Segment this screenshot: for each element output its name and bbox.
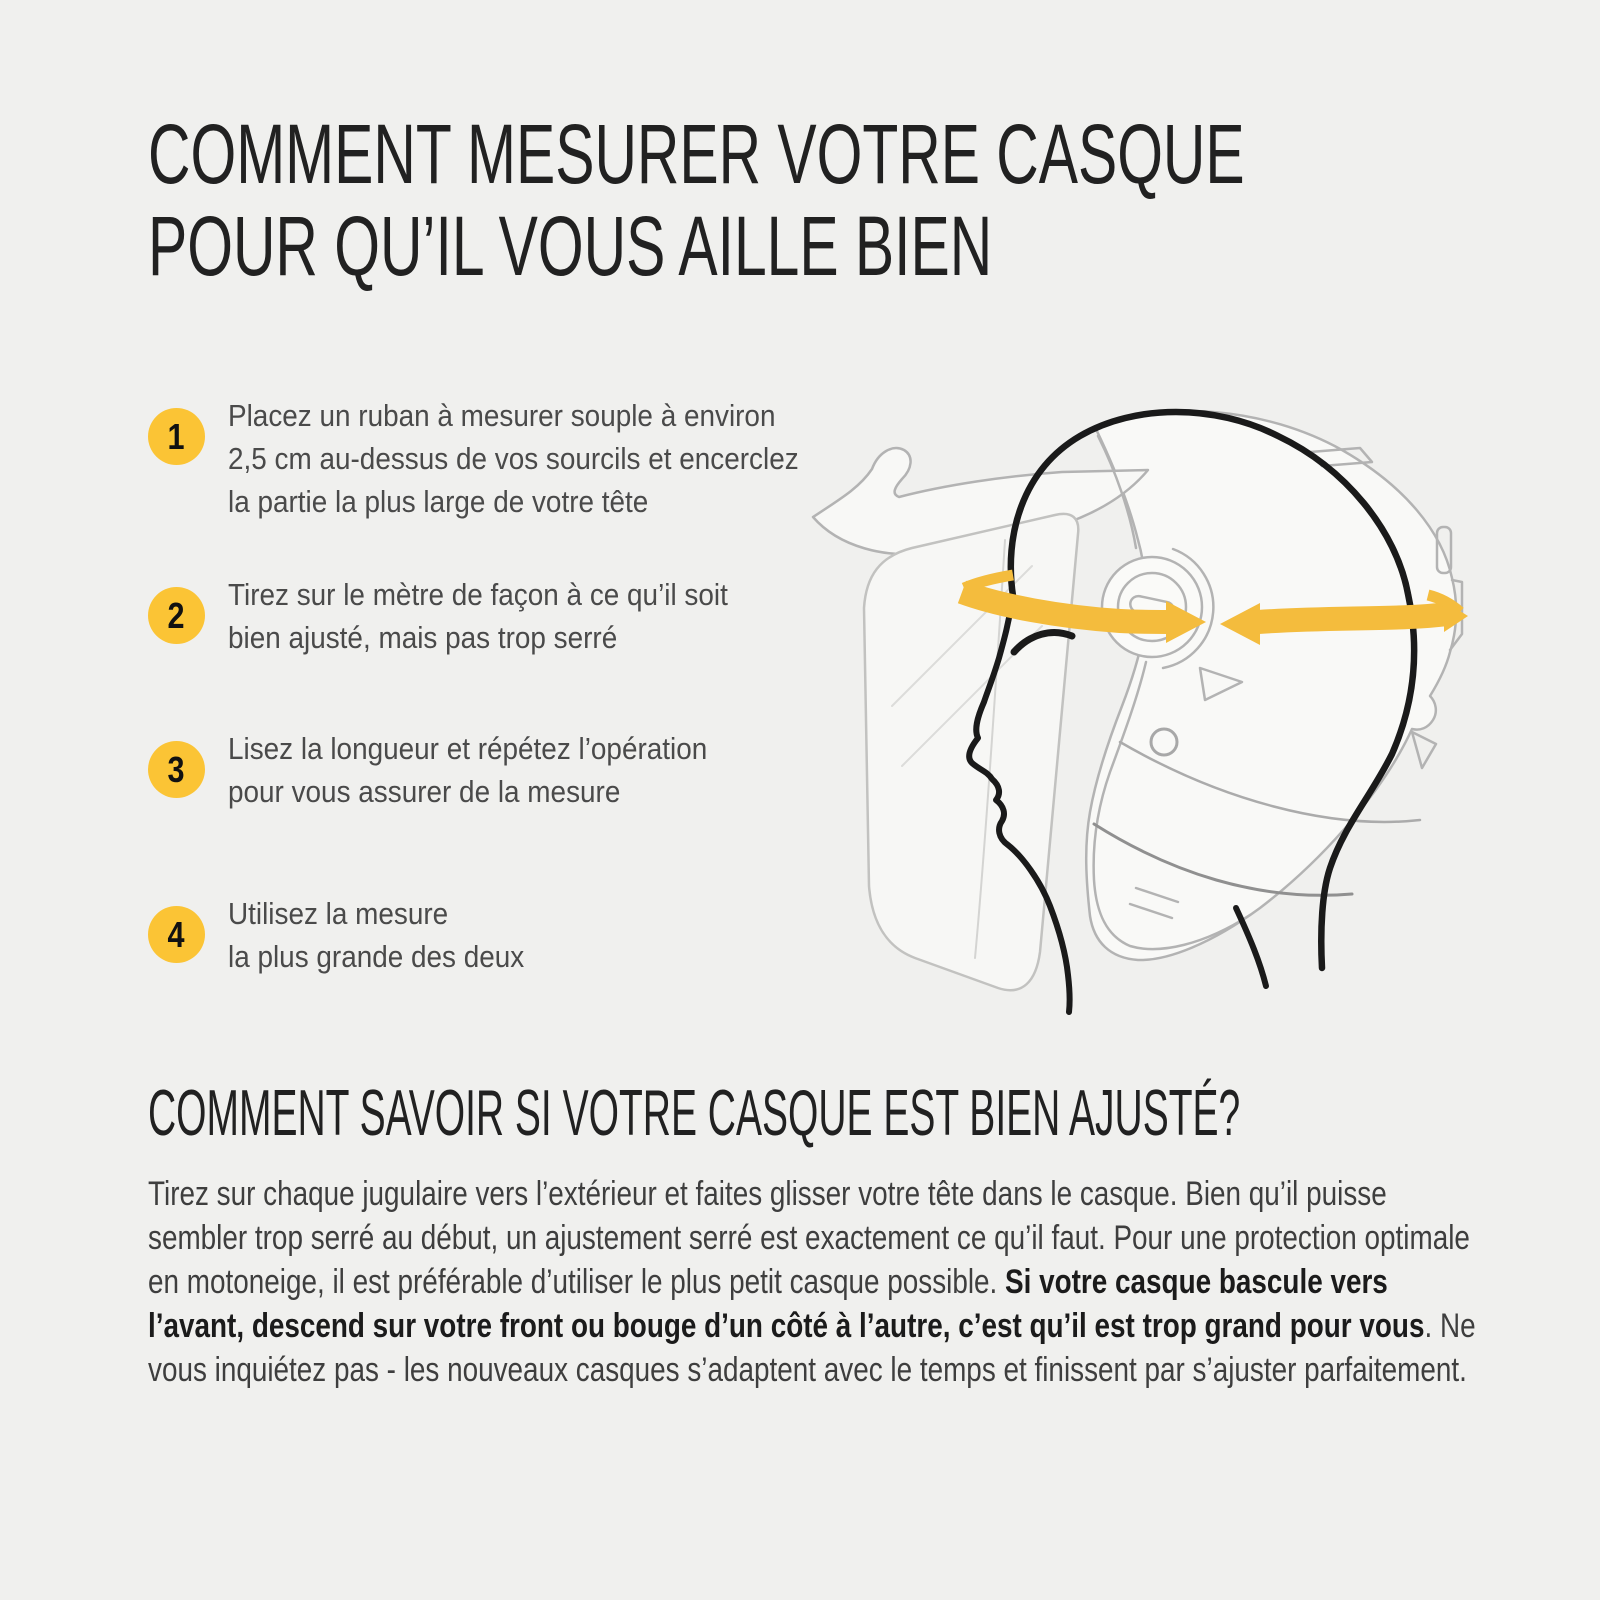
step-4 xyxy=(148,892,557,978)
step-4-text: Utilisez la mesure la plus grande des deux xyxy=(228,896,525,974)
page-title xyxy=(148,108,1245,292)
fit-paragraph-normal-1: Tirez sur chaque jugulaire vers l’extérieur et faites glisser votre tête dans le casque. Bien qu’il puisse sembler trop serré au début, un ajustement serré est exactement ce qu’il faut. Pour une protection optimale en motoneige, il est préférable d’utiliser le plus petit casque possible. xyxy=(148,1175,1470,1301)
step-1-text: Placez un ruban à mesurer souple à environ 2,5 cm au-dessus de vos sourcils et encerclez la partie la plus large de votre tête xyxy=(228,398,799,519)
helmet-outline xyxy=(813,411,1462,990)
step-2-text: Tirez sur le mètre de façon à ce qu’il soit bien ajusté, mais pas trop serré xyxy=(228,577,728,655)
fit-paragraph-bold: Si votre casque bascule vers l’avant, descend sur votre front ou bouge d’un côté à l’autre, c’est qu’il est trop grand pour vous xyxy=(148,1263,1425,1345)
page-title-line1: COMMENT MESURER VOTRE CASQUE xyxy=(148,107,1245,201)
step-3 xyxy=(148,727,761,813)
step-3-text: Lisez la longueur et répétez l’opération pour vous assurer de la mesure xyxy=(228,731,708,809)
page-title-line2: POUR QU’IL VOUS AILLE BIEN xyxy=(148,199,993,293)
step-4-badge: 4 xyxy=(148,906,205,963)
fit-section-heading: COMMENT SAVOIR SI VOTRE CASQUE EST BIEN AJUSTÉ? xyxy=(148,1076,1241,1149)
fit-paragraph xyxy=(148,1172,1476,1392)
step-3-badge: 3 xyxy=(148,741,205,798)
step-2-badge: 2 xyxy=(148,587,205,644)
helmet-measure-illustration xyxy=(780,375,1580,1075)
step-1-badge: 1 xyxy=(148,408,205,465)
step-1 xyxy=(148,394,862,523)
step-2 xyxy=(148,573,783,659)
fit-paragraph-normal-2: . Ne vous inquiétez pas - les nouveaux casques s’adaptent avec le temps et finissent par s’ajuster parfaitement. xyxy=(148,1307,1476,1389)
